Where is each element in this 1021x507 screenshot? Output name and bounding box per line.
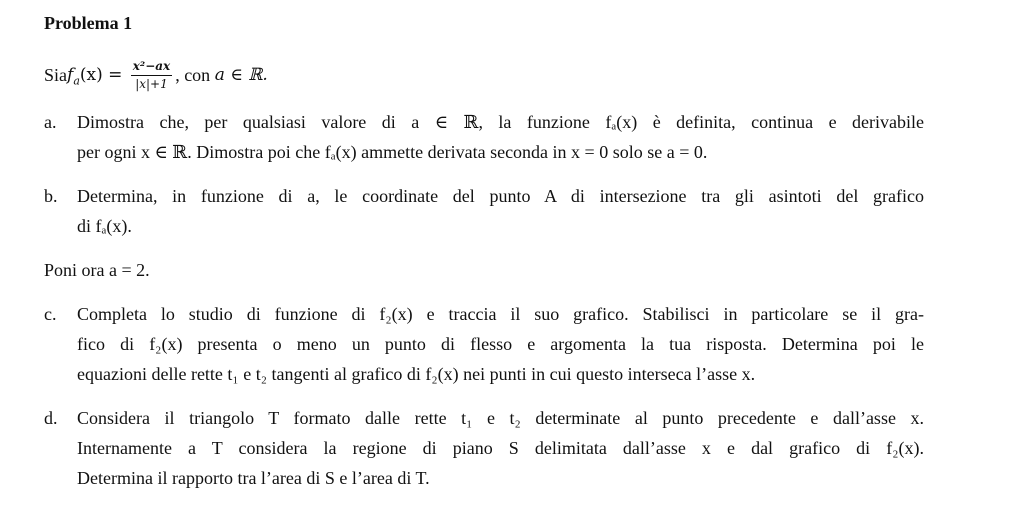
item-text-line: fico di f₂(x) presenta o meno un punto di flesso e argomenta la tua risposta. Determina poi le [77,334,924,354]
function-name: $f_a$ [67,65,80,88]
item-text-line: Dimostra che, per qualsiasi valore di a ∈ ℝ, la funzione fₐ(x) è definita, continua e derivabile [77,112,924,132]
item-a [44,107,924,167]
item-label: d. [44,408,58,428]
item-text-line: Considera il triangolo T formato dalle rette t₁ e t₂ determinate al punto precedente e dall’asse x. [77,408,924,428]
item-text-line: per ogni x ∈ ℝ. Dimostra poi che fₐ(x) ammette derivata seconda in x = 0 solo se a = 0. [77,142,708,162]
item-text-line: Internamente a T considera la regione di piano S delimitata dall’asse x e dal grafico di f₂(x). [77,438,924,458]
item-text-line: Completa lo studio di funzione di f₂(x) e traccia il suo grafico. Stabilisci in particolare se il gra- [77,304,924,324]
item-text-line: equazioni delle rette t₁ e t₂ tangenti al grafico di f₂(x) nei punti in cui questo interseca l’asse x. [77,364,756,384]
item-label: c. [44,304,57,324]
item-text-line: Determina, in funzione di a, le coordinate del punto A di intersezione tra gli asintoti del grafico [77,186,924,206]
fraction-denominator: |x|+1 [135,76,168,91]
definition-condition: a ∈ ℝ. [214,65,268,85]
item-text-line: Determina il rapporto tra l’area di S e l’area di T. [77,468,430,488]
item-label: a. [44,112,57,132]
fraction-numerator: x²−ax [131,59,172,76]
function-definition [44,53,924,97]
problem-page [44,8,924,507]
function-argument: (x) = [79,65,128,85]
definition-prefix: Sia [44,65,68,85]
function-fraction [131,59,172,92]
item-text-line: di fₐ(x). [77,216,132,236]
definition-suffix: , con [175,65,215,85]
problem-title: Problema 1 [44,13,133,33]
item-label: b. [44,186,58,206]
interlude-text: Poni ora a = 2. [44,260,150,280]
item-b [44,181,924,241]
item-d [44,403,924,493]
item-c [44,299,924,389]
